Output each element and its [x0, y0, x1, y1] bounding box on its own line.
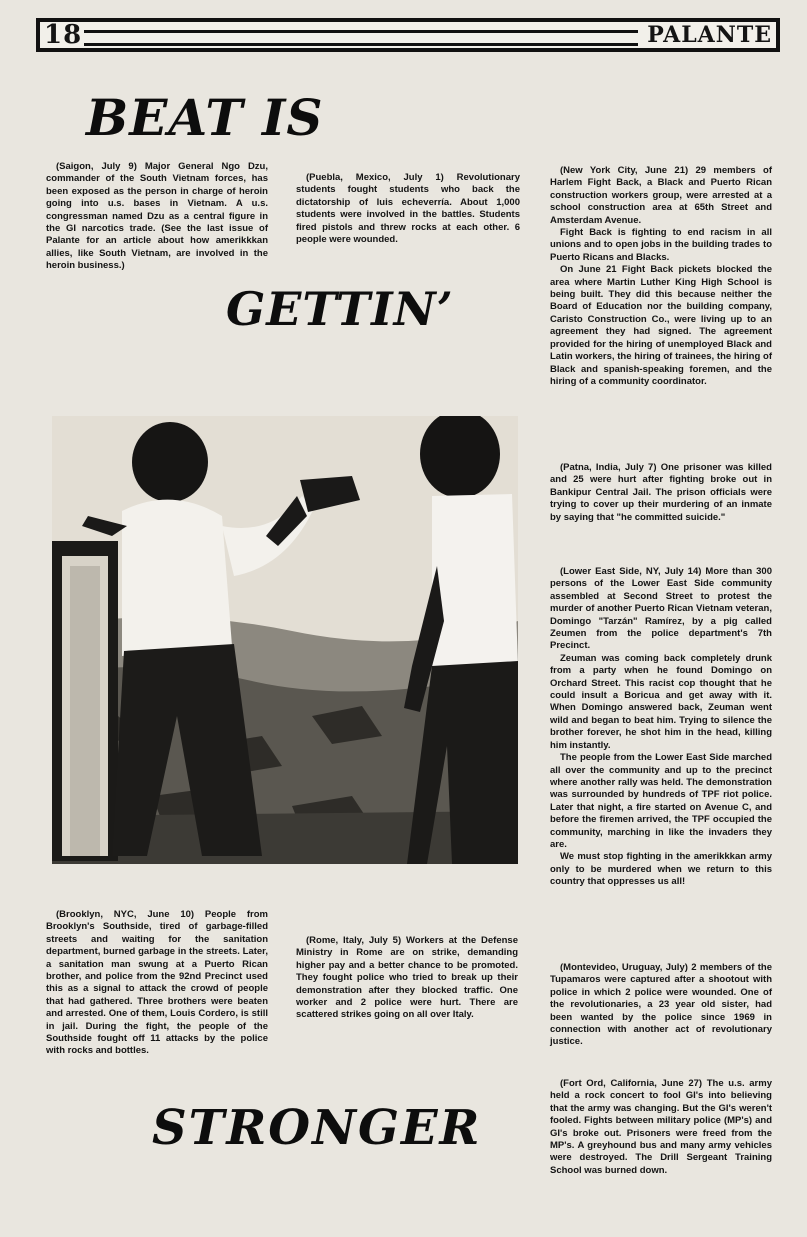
article-montevideo: [550, 962, 772, 1049]
article-paragraph: (New York City, June 21) 29 members of Harlem Fight Back, a Black and Puerto Rican construction workers group, were arrested at a school construction area at 65th Street and Amsterdam Avenue.: [550, 165, 772, 226]
article-paragraph: The people from the Lower East Side marched all over the community and up to the precinct where another rally was held. The demonstration was surrounded by hundreds of TPF riot police. Later that night, a fire started on Avenue C, and before the firemen arrived, the TPF occupied the community, marching in like the invaders they are.: [550, 752, 772, 850]
article-paragraph: We must stop fighting in the amerikkkan army only to be murdered when we return to this country that oppresses us all!: [550, 851, 772, 888]
article-new-york-city: [550, 165, 772, 388]
headline-line-3: STRONGER: [152, 1100, 482, 1156]
headline-line-1: BEAT IS: [86, 88, 324, 147]
article-paragraph: Fight Back is fighting to end racism in all unions and to open jobs in the building trades to Puerto Ricans and Blacks.: [550, 227, 772, 263]
article-paragraph: (Rome, Italy, July 5) Workers at the Defense Ministry in Rome are on strike, demanding higher pay and a better chance to be promoted. They fought police who tried to break up their demonstration after they blocked traffic. One worker and 2 police were hurt. There are scattered strikes going on all over Italy.: [296, 935, 518, 1021]
photograph-two-men-confrontation-icon: [52, 416, 518, 864]
article-rome: [296, 935, 518, 1022]
page-number: 18: [44, 20, 83, 50]
article-paragraph: (Montevideo, Uruguay, July) 2 members of the Tupamaros were captured after a shootout with police in which 2 police were wounded. One of the revolutionaries, a 23 year old sister, had been wanted by the police since 1969 in connection with another act of revolutionary justice.: [550, 962, 772, 1048]
article-paragraph: (Patna, India, July 7) One prisoner was killed and 25 were hurt after fighting broke out in Bankipur Central Jail. The prison officials were trying to cover up their murdering of an inmate by saying that "he committed suicide.": [550, 462, 772, 523]
publication-name: PALANTE: [647, 22, 772, 48]
article-patna: [550, 462, 772, 524]
article-fort-ord: [550, 1078, 772, 1177]
article-paragraph: (Brooklyn, NYC, June 10) People from Brooklyn's Southside, tired of garbage-filled streets and waiting for the sanitation department, burned garbage in the streets. Later, a sanitation man swung at a Puerto Rican brother, and police from the 92nd Precinct used this as a signal to attack the crowd of people that had gathered. Three brothers were beaten and arrested. One of them, Louis Cordero, is still in jail. During the fight, the people of the Southside fought off 11 attacks by the police with rocks and bottles.: [46, 909, 268, 1057]
news-photo: [52, 416, 518, 864]
article-paragraph: On June 21 Fight Back pickets blocked the area where Martin Luther King High School is being built. They did this because neither the Board of Education nor the building company, Caristo Construction Co., were living up to an agreement they had signed. The agreement provided for the hiring of unemployed Black and Latin workers, the hiring of trainees, the hiring of Black and spanish-speaking foremen, and the hiring of a community coordinator.: [550, 264, 772, 387]
article-puebla: [296, 172, 520, 246]
article-lower-east-side: [550, 566, 772, 889]
masthead: [36, 18, 780, 52]
article-paragraph: (Puebla, Mexico, July 1) Revolutionary students fought students who back the dictatorship of luis echeverría. About 1,000 students were involved in the battles. Students fired pistols and threw rocks at each other. 6 people were wounded.: [296, 172, 520, 246]
article-paragraph: (Saigon, July 9) Major General Ngo Dzu, commander of the South Vietnam forces, has been exposed as the person in charge of heroin going into u.s. bases in Vietnam. A u.s. congressman named Dzu as a central figure in the GI narcotics trade. (See the last issue of Palante for an article about how amerikkkan allies, like South Vietnam, are involved in the heroin business.): [46, 161, 268, 272]
article-paragraph: (Fort Ord, California, June 27) The u.s. army held a rock concert to fool GI's into believing that the army was changing. But the GI's weren't fooled. Fights between military police (MP's) and GI's broke out. Prisoners were freed from the MP's. A greyhound bus and many army vehicles were destroyed. The Drill Sergeant Training School was burned down.: [550, 1078, 772, 1176]
article-paragraph: Zeuman was coming back completely drunk from a party when he found Domingo on Orchard Street. This racist cop thought that he could insult a Boricua and get away with it. When Domingo answered back, Zeuman went wild and began to beat him. Trying to silence the brother forever, he shot him in the head, killing him instantly.: [550, 652, 772, 751]
headline-line-2: GETTIN’: [226, 282, 454, 336]
masthead-rule: [84, 30, 638, 46]
article-paragraph: (Lower East Side, NY, July 14) More than 300 persons of the Lower East Side community assembled at Second Street to protest the murder of another Puerto Rican Vietnam veteran, Domingo "Tarzán" Ramírez, by a pig called Zeumen from the police department's 7th Precinct.: [550, 566, 772, 652]
article-saigon: [46, 161, 268, 273]
article-brooklyn: [46, 909, 268, 1058]
